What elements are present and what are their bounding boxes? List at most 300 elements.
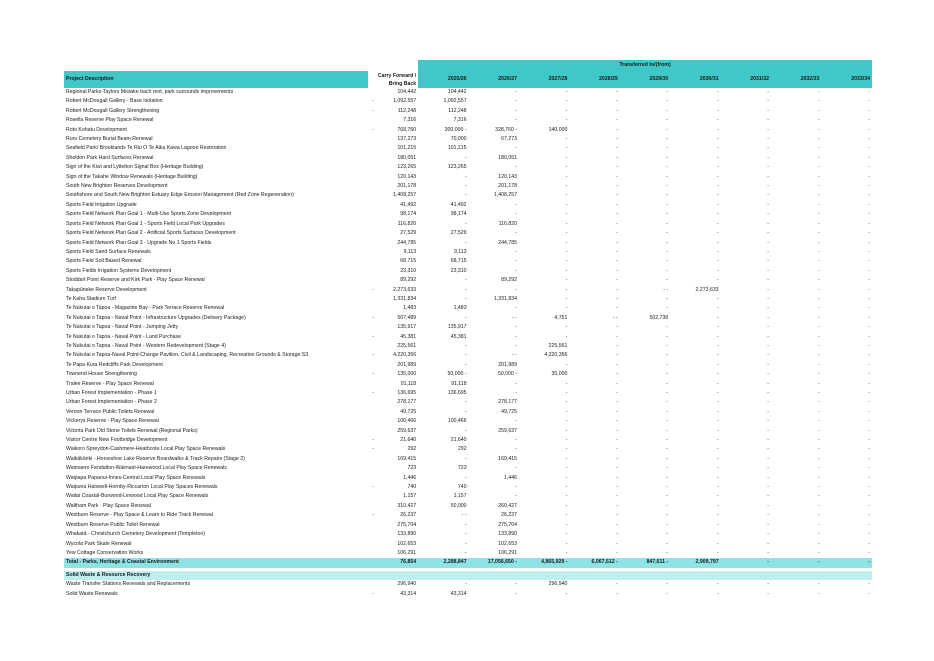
year-value: - <box>817 502 820 509</box>
table-row <box>64 521 872 530</box>
carry-forward-value: 1,157 <box>403 493 417 500</box>
year-value: - <box>716 248 719 255</box>
total-year-value: 847,611 - <box>620 558 670 567</box>
year-value: - <box>716 173 719 180</box>
year-value: - <box>616 581 618 588</box>
year-value: - <box>716 230 719 237</box>
year-value: 50,000 - <box>497 371 517 378</box>
project-description-header: Project Description <box>64 71 368 88</box>
year-value: 112,248 <box>448 107 467 114</box>
year-value: - <box>767 408 770 415</box>
project-name: Waipapa Papanui-Innes-Central Local Play Space Renewals <box>66 474 206 481</box>
carry-forward-value: 136,695 <box>397 390 417 396</box>
year-value: 259,637 <box>498 427 517 434</box>
year-value: - <box>666 230 669 237</box>
year-value: 180,051 <box>498 154 517 161</box>
year-value: - <box>515 342 517 349</box>
year-value: - <box>616 305 618 312</box>
year-value: - <box>666 408 669 415</box>
year-value: - <box>515 446 517 453</box>
year-value: - <box>616 192 618 199</box>
year-value: - <box>565 446 568 453</box>
year-value: - <box>767 361 770 368</box>
year-value: 106,291 <box>498 549 517 556</box>
year-value: - <box>817 164 820 171</box>
year-value: - <box>817 342 820 349</box>
total-label: Total - Parks, Heritage & Coastal Environment <box>64 558 368 567</box>
year-value: 201,989 <box>498 361 517 368</box>
project-name: Rosella Reserve Play Space Renewal <box>66 117 154 124</box>
year-value: - <box>817 581 820 588</box>
year-value: 104,442 <box>447 89 467 95</box>
table-row <box>64 191 872 200</box>
total-carry-forward: 76,854 <box>368 558 418 567</box>
year-value: - <box>767 512 770 519</box>
year-value: - <box>515 324 517 331</box>
year-value: - <box>616 418 618 425</box>
year-value: - <box>767 192 770 199</box>
table-row <box>64 304 872 313</box>
year-value: - <box>464 521 467 528</box>
year-header: 2028/29 <box>569 71 619 88</box>
year-value: - <box>716 581 719 588</box>
carry-forward-value: 4,220,356 <box>393 352 417 359</box>
carry-forward-value: 7,316 <box>403 117 417 124</box>
year-value: - <box>716 408 719 415</box>
year-value: - <box>666 239 669 246</box>
carry-forward-cell <box>368 530 418 539</box>
project-name: Westburn Reserve - Play Space & Learn to Ride Track Renewal <box>66 512 213 519</box>
project-name: Seafield Park/ Brooklands Te Riu O Te Aika Kawa Lagoon Restoration <box>66 145 227 152</box>
carry-forward-cell <box>368 323 418 332</box>
year-value: - <box>616 248 618 255</box>
year-value: 45,381 <box>450 333 467 340</box>
year-value: - <box>515 380 517 387</box>
year-value: - <box>767 117 770 124</box>
table-row <box>64 389 872 398</box>
year-value: - <box>565 277 568 284</box>
table-row <box>64 351 872 360</box>
carry-forward-cell <box>368 483 418 492</box>
year-value: - <box>767 258 770 265</box>
year-value: - <box>767 352 770 359</box>
year-value: - <box>868 521 870 528</box>
year-value: - <box>565 295 568 302</box>
year-value: - <box>868 239 870 246</box>
capital-programme-table <box>64 60 872 599</box>
year-value: - <box>464 474 467 481</box>
year-value: - <box>616 493 618 500</box>
table-row <box>64 333 872 342</box>
carry-forward-value: 180,051 <box>397 154 417 161</box>
year-value: - <box>565 192 568 199</box>
year-value: 740 <box>457 484 467 491</box>
year-value: - <box>767 493 770 500</box>
carry-forward-cell <box>368 540 418 549</box>
year-value: - <box>666 126 669 133</box>
year-value: - <box>565 531 568 538</box>
year-value: - <box>616 342 618 349</box>
carry-forward-value: 106,291 <box>397 549 417 556</box>
year-value: - <box>565 333 568 340</box>
year-value: - <box>817 201 820 208</box>
year-value: - <box>716 267 719 274</box>
carry-forward-cell <box>368 427 418 436</box>
year-value: - <box>515 211 517 218</box>
table-row <box>64 483 872 492</box>
year-value: - <box>565 399 568 406</box>
year-value: 133,890 <box>498 531 517 538</box>
carry-forward-value: 723 <box>407 465 417 472</box>
year-value: - <box>666 173 669 180</box>
carry-forward-value: 133,890 <box>397 531 417 538</box>
year-value: - <box>868 408 870 415</box>
carry-forward-cell <box>368 210 418 219</box>
year-value: - <box>817 145 820 152</box>
year-value: - <box>464 314 467 321</box>
project-name: Ruru Cemetery Burial Beam Renewal <box>66 136 153 143</box>
year-value: - <box>616 107 618 114</box>
year-value: - <box>817 248 820 255</box>
year-value: - <box>616 98 618 105</box>
table-row <box>64 502 872 511</box>
year-value: - <box>716 201 719 208</box>
year-value: - <box>868 502 870 509</box>
year-value: - <box>616 295 618 302</box>
year-value: - <box>868 399 870 406</box>
year-value: - <box>464 220 467 227</box>
year-value: - <box>565 230 568 237</box>
table-row <box>64 549 872 558</box>
carry-forward-cell <box>368 445 418 454</box>
year-value: - <box>767 126 770 133</box>
project-name: Westburn Reserve Public Toilet Renewal <box>66 521 160 528</box>
year-value: - <box>666 380 669 387</box>
year-value: - <box>666 89 669 95</box>
year-value: 102,653 <box>498 540 517 547</box>
carry-forward-cell <box>368 333 418 342</box>
carry-forward-cell <box>368 267 418 276</box>
year-value: - <box>767 89 770 95</box>
year-value: - <box>666 258 669 265</box>
year-value: - <box>767 380 770 387</box>
table-row <box>64 144 872 153</box>
section-fill <box>368 571 872 580</box>
year-value: - <box>868 390 870 396</box>
year-value: - <box>767 248 770 255</box>
year-value: - <box>515 581 517 588</box>
year-value: - <box>565 89 568 95</box>
total-year-value: - <box>721 558 771 567</box>
year-value: - <box>616 371 618 378</box>
year-value: - <box>464 342 467 349</box>
negative-marker: - <box>372 107 374 114</box>
year-value: - <box>515 484 517 491</box>
year-value: - <box>515 305 517 312</box>
year-value: 1,092,557 <box>443 98 467 105</box>
year-value: - <box>767 314 770 321</box>
section-title: Solid Waste & Resource Recovery <box>64 571 368 580</box>
table-row <box>64 201 872 210</box>
year-value: - <box>868 493 870 500</box>
carry-forward-cell <box>368 398 418 407</box>
table-row <box>64 474 872 483</box>
year-value: 26,237 <box>501 512 517 519</box>
year-value: - <box>515 164 517 171</box>
year-value: 116,820 <box>498 220 517 227</box>
carry-forward-cell <box>368 304 418 313</box>
year-value: - <box>716 305 719 312</box>
year-value: - <box>716 352 719 359</box>
year-value: - <box>464 277 467 284</box>
year-value: 70,000 <box>450 136 467 143</box>
year-value: - <box>817 295 820 302</box>
year-value: - <box>565 540 568 547</box>
carry-forward-cell <box>368 229 418 238</box>
year-value: - <box>716 183 719 190</box>
carry-forward-value: 1,408,257 <box>393 192 417 199</box>
carry-forward-cell <box>368 144 418 153</box>
year-value: - <box>666 98 669 105</box>
year-value: - <box>565 455 568 462</box>
project-name: Sports Field Network Plan Goal 2 - Artificial Sports Surfaces Development <box>66 230 236 237</box>
year-value: - <box>616 220 618 227</box>
carry-forward-value: 27,529 <box>400 230 417 237</box>
year-value: - <box>817 549 820 556</box>
year-value: - <box>817 380 820 387</box>
year-value: - <box>716 371 719 378</box>
year-value: - <box>616 258 618 265</box>
year-value: - <box>666 277 669 284</box>
year-value: - <box>817 267 820 274</box>
carry-forward-cell <box>368 502 418 511</box>
blank-cell <box>64 60 368 71</box>
year-value: - <box>716 154 719 161</box>
year-value: - <box>817 521 820 528</box>
carry-forward-value: 123,265 <box>397 164 417 171</box>
table-row <box>64 276 872 285</box>
year-value: - <box>817 183 820 190</box>
year-value: - <box>464 154 467 161</box>
year-value: - <box>868 380 870 387</box>
negative-marker: - <box>372 286 374 293</box>
carry-forward-value: 104,442 <box>397 89 417 95</box>
year-value: - <box>767 484 770 491</box>
year-value: - <box>666 352 669 359</box>
year-value: 169,415 <box>498 455 517 462</box>
year-value: - <box>565 484 568 491</box>
total-year-value: - <box>821 558 872 567</box>
year-value: - <box>817 305 820 312</box>
year-value: - <box>868 126 870 133</box>
year-value: - <box>817 107 820 114</box>
year-value: - <box>767 474 770 481</box>
year-value: - <box>565 98 568 105</box>
year-value: 1,408,257 <box>493 192 517 199</box>
negative-marker: - <box>372 446 374 453</box>
carry-forward-value: 49,725 <box>400 408 417 415</box>
year-value: - <box>565 183 568 190</box>
carry-forward-value: 1,483 <box>403 305 417 312</box>
year-value: - <box>616 333 618 340</box>
year-value: - <box>616 230 618 237</box>
year-value: - <box>666 201 669 208</box>
year-value: - <box>767 220 770 227</box>
year-value: 140,000 <box>548 126 568 133</box>
year-value: - <box>817 531 820 538</box>
project-name: Waipuna Halswell-Hornby-Riccarton Local Play Spaces Renewals <box>66 484 218 491</box>
carry-forward-value: 101,215 <box>397 145 417 152</box>
carry-forward-cell <box>368 191 418 200</box>
year-value: - <box>767 286 770 293</box>
project-name: Urban Forest Implementation - Phase 2 <box>66 399 157 406</box>
carry-forward-cell <box>368 276 418 285</box>
carry-forward-value: 1,092,557 <box>393 98 417 105</box>
carry-forward-value: 292 <box>407 446 417 453</box>
carry-forward-value: 310,427 <box>397 502 417 509</box>
table-row <box>64 107 872 116</box>
year-value: - <box>716 314 719 321</box>
year-value: - <box>666 248 669 255</box>
year-value: - <box>868 117 870 124</box>
year-value: - <box>868 540 870 547</box>
table-row <box>64 257 872 266</box>
table-row <box>64 248 872 257</box>
project-name: Te Papa Kura Redcliffs Park Development <box>66 361 163 368</box>
table-row <box>64 398 872 407</box>
year-value: - <box>515 258 517 265</box>
table-row <box>64 116 872 125</box>
project-name: Tralee Reserve - Play Space Renewal <box>66 380 154 387</box>
project-name: Sheldon Park Hard Surfaces Renewal <box>66 154 154 161</box>
year-value: - <box>716 493 719 500</box>
year-value: - <box>716 117 719 124</box>
year-value: 23,310 <box>450 267 467 274</box>
year-value: - <box>565 164 568 171</box>
year-value: - <box>616 521 618 528</box>
year-value: - <box>868 474 870 481</box>
year-value: - <box>716 437 719 444</box>
project-name: Te Nukutai o Tapoa - Naval Point - Western Redevelopment (Stage 4) <box>66 342 226 349</box>
year-value: - <box>464 455 467 462</box>
carry-forward-cell <box>368 464 418 473</box>
carry-forward-cell <box>368 201 418 210</box>
table-row <box>64 295 872 304</box>
year-value: - <box>767 173 770 180</box>
year-value: - <box>716 324 719 331</box>
year-value: - <box>716 418 719 425</box>
year-value: - <box>817 333 820 340</box>
carry-forward-cell <box>368 417 418 426</box>
year-value: - <box>868 581 870 588</box>
year-value: - <box>565 502 568 509</box>
year-value: - <box>767 107 770 114</box>
year-value: - <box>616 164 618 171</box>
year-value: - <box>616 512 618 519</box>
year-value: - <box>767 455 770 462</box>
carry-forward-cell <box>368 408 418 417</box>
year-value: - <box>817 136 820 143</box>
year-value: - <box>716 258 719 265</box>
table-row <box>64 436 872 445</box>
year-value: - <box>716 126 719 133</box>
year-value: - <box>868 286 870 293</box>
negative-marker: - <box>372 484 374 491</box>
table-row <box>64 163 872 172</box>
carry-forward-cell <box>368 116 418 125</box>
carry-forward-cell <box>368 135 418 144</box>
year-value: 723 <box>457 465 467 472</box>
year-header: 2029/30 <box>620 71 670 88</box>
project-name: Robert McDougall Gallery Strengthening <box>66 107 160 114</box>
year-value: - <box>464 239 467 246</box>
year-value: - <box>464 399 467 406</box>
year-value: - <box>868 590 870 597</box>
negative-marker: - <box>372 333 374 340</box>
year-value: - - <box>461 512 467 519</box>
year-value: - <box>565 493 568 500</box>
year-value: - <box>666 117 669 124</box>
year-value: - <box>767 531 770 538</box>
project-name: Waimaero Fendalton-Waimairi-Harewood Local Play Space Renewals <box>66 465 227 472</box>
year-value: - <box>868 455 870 462</box>
year-value: - <box>515 390 517 396</box>
table-row <box>64 370 872 379</box>
total-year-value: 4,865,929 - <box>519 558 569 567</box>
carry-forward-value: 21,640 <box>400 437 417 444</box>
carry-forward-value: 296,940 <box>397 581 417 588</box>
year-value: - <box>868 549 870 556</box>
year-value: - <box>616 277 618 284</box>
year-value: - <box>767 342 770 349</box>
carry-forward-value: 278,177 <box>397 399 417 406</box>
year-value: 43,314 <box>450 590 467 597</box>
year-value: - <box>616 136 618 143</box>
project-name: Townend House Strengthening <box>66 371 137 378</box>
year-value: - <box>565 512 568 519</box>
year-value: 1,446 <box>504 474 517 481</box>
year-value: - <box>716 512 719 519</box>
year-value: 292 <box>457 446 467 453</box>
table-row <box>64 286 872 295</box>
year-value: - <box>616 549 618 556</box>
year-value: - <box>868 314 870 321</box>
year-value: 67,273 <box>501 136 517 143</box>
table-row <box>64 380 872 389</box>
year-value: - <box>716 531 719 538</box>
year-value: - <box>565 324 568 331</box>
year-value: - <box>666 192 669 199</box>
carry-forward-value: 1,446 <box>403 474 417 481</box>
year-value: - <box>767 201 770 208</box>
carry-forward-cell <box>368 173 418 182</box>
year-value: - <box>666 493 669 500</box>
year-value: - <box>767 333 770 340</box>
year-value: - <box>616 540 618 547</box>
table-row <box>64 464 872 473</box>
year-header: 2033/34 <box>821 71 872 88</box>
year-value: 9,113 <box>453 248 467 255</box>
project-name: Sports Field Irrigation Upgrade <box>66 201 137 208</box>
year-header: 2030/31 <box>670 71 720 88</box>
year-value: - <box>716 333 719 340</box>
year-value: - <box>565 239 568 246</box>
year-value: - <box>616 183 618 190</box>
year-value: - <box>666 437 669 444</box>
year-value: 1,157 <box>453 493 467 500</box>
year-value: - <box>868 107 870 114</box>
carry-forward-value: 201,989 <box>397 361 417 368</box>
